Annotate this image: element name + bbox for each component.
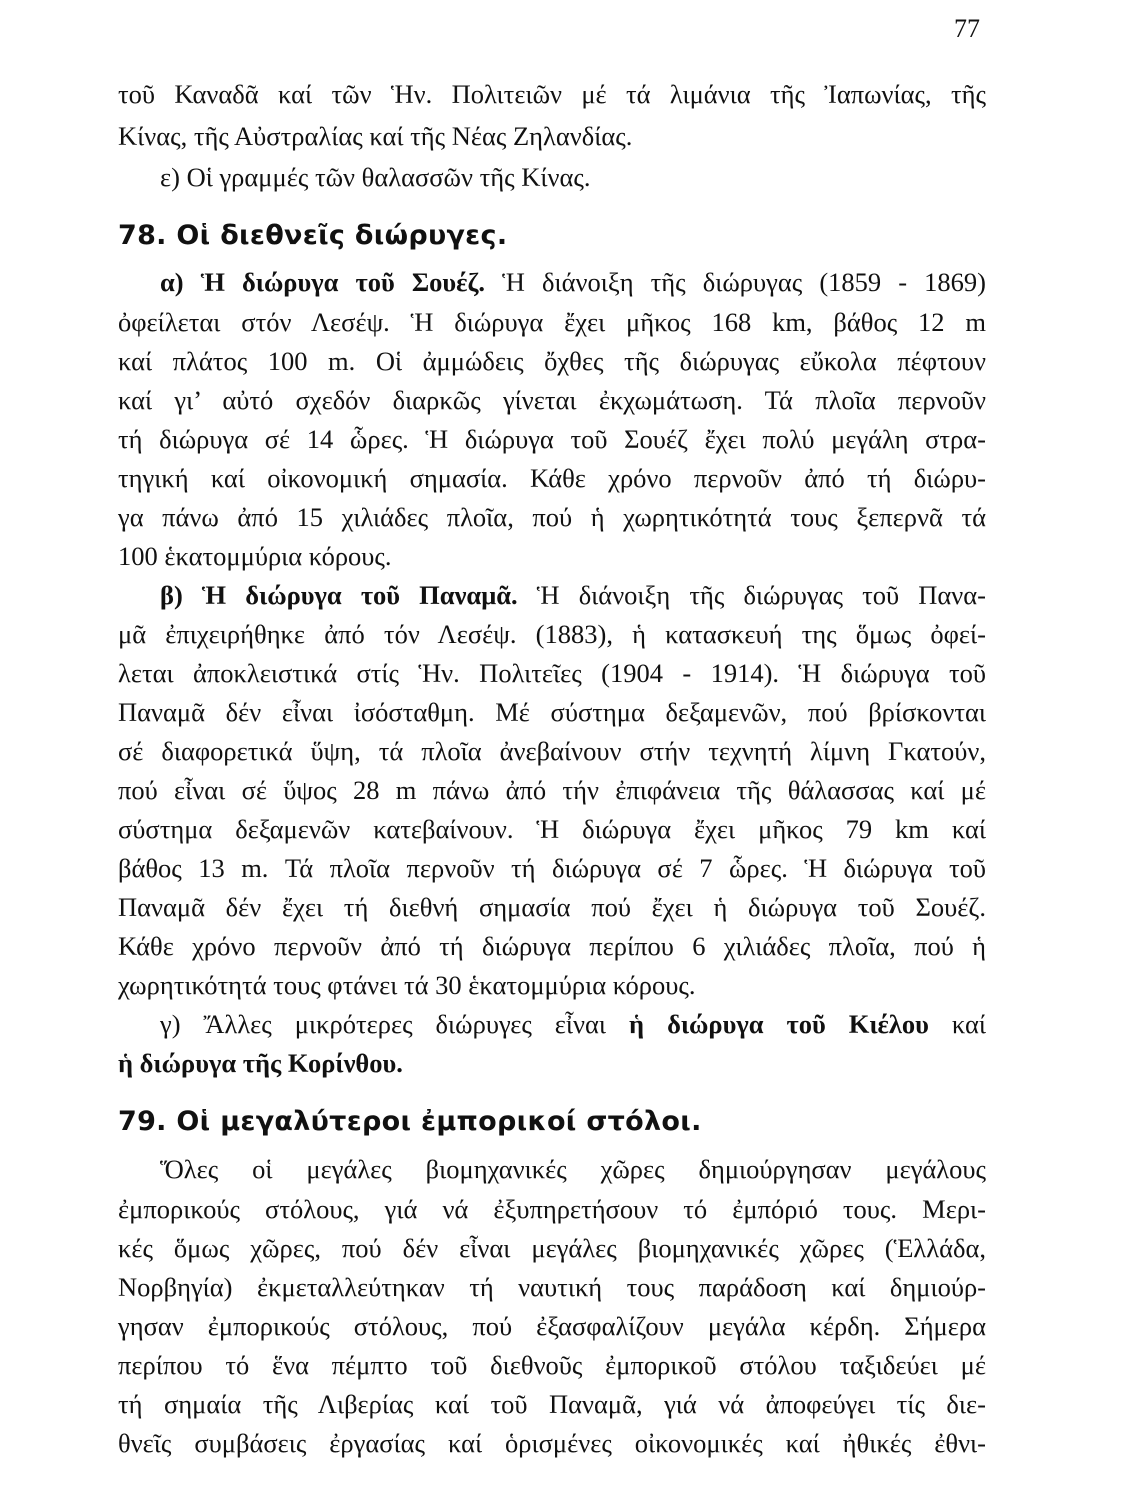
text-line: πού εἶναι σέ ὕψος 28 m πάνω ἀπό τήν ἐπιφάνεια τῆς θάλασσας καί μέ [118,775,986,805]
text-line: γησαν ἐμπορικούς στόλους, πού ἐξασφαλίζουν μεγάλα κέρδη. Σήμερα [118,1311,986,1341]
text-line: τή διώρυγα σέ 14 ὧρες. Ἡ διώρυγα τοῦ Σουέζ ἔχει πολύ μεγάλη στρα- [118,424,986,454]
panama-first-line: β) Ἡ διώρυγα τοῦ Παναμᾶ. Ἡ διάνοιξη τῆς διώρυγας τοῦ Πανα- [160,580,986,610]
suez-label: α) Ἡ διώρυγα τοῦ Σουέζ. [160,267,486,297]
text-line: σύστημα δεξαμενῶν κατεβαίνουν. Ἡ διώρυγα ἔχει μῆκος 79 km καί [118,814,986,844]
text-line: χωρητικότητά τους φτάνει τά 30 ἑκατομμύρια κόρους. [118,970,696,1000]
page-number: 77 [954,14,980,43]
text-line: Παναμᾶ δέν ἔχει τή διεθνή σημασία πού ἔχει ἡ διώρυγα τοῦ Σουέζ. [118,892,986,922]
corinth-canal-line [118,1046,986,1080]
other-canals-line: γ) Ἄλλες μικρότερες διώρυγες εἶναι ἡ διώρυγα τοῦ Κιέλου καί [160,1009,987,1039]
section-heading-79: 79. Οἱ μεγαλύτεροι ἐμπορικοί στόλοι. [118,1106,702,1137]
text-line: λεται ἀποκλειστικά στίς Ἡν. Πολιτεῖες (1904 - 1914). Ἡ διώρυγα τοῦ [118,658,986,688]
text-line: Ὅλες οἱ μεγάλες βιομηχανικές χῶρες δημιούργησαν μεγάλους [160,1154,986,1184]
text-line: ἐμπορικούς στόλους, γιά νά ἐξυπηρετήσουν τό ἐμπόριό τους. Μερι- [118,1194,986,1224]
text-line: κές ὅμως χῶρες, πού δέν εἶναι μεγάλες βιομηχανικές χῶρες (Ἑλλάδα, [118,1233,986,1263]
text-line: Κίνας, τῆς Αὐστραλίας καί τῆς Νέας Ζηλανδίας. [118,121,633,151]
text-line: περίπου τό ἕνα πέμπτο τοῦ διεθνοῦς ἐμπορικοῦ στόλου ταξιδεύει μέ [118,1350,986,1380]
list-item-e: ε) Οἱ γραμμές τῶν θαλασσῶν τῆς Κίνας. [160,162,591,192]
text-line: Κάθε χρόνο περνοῦν ἀπό τή διώρυγα περίπου 6 χιλιάδες πλοῖα, πού ἡ [118,931,986,961]
text-line: 100 ἑκατομμύρια κόρους. [118,541,392,571]
suez-first-line: α) Ἡ διώρυγα τοῦ Σουέζ. Ἡ διάνοιξη τῆς διώρυγας (1859 - 1869) [160,267,986,297]
text-line: τοῦ Καναδᾶ καί τῶν Ἡν. Πολιτειῶν μέ τά λιμάνια τῆς Ἰαπωνίας, τῆς [118,79,986,109]
kiel-canal: ἡ διώρυγα τοῦ Κιέλου [629,1009,929,1039]
text-line: σέ διαφορετικά ὕψη, τά πλοῖα ἀνεβαίνουν στήν τεχνητή λίμνη Γκατούν, [118,736,986,766]
text-line: Νορβηγία) ἐκμεταλλεύτηκαν τή ναυτική τους παράδοση καί δημιούρ- [118,1272,986,1302]
text-line: μᾶ ἐπιχειρήθηκε ἀπό τόν Λεσέψ. (1883), ἡ κατασκευή της ὅμως ὀφεί- [118,619,986,649]
text-line: θνεῖς συμβάσεις ἐργασίας καί ὁρισμένες οἰκονομικές καί ἠθικές ἐθνι- [118,1428,986,1458]
text-line: Παναμᾶ δέν εἶναι ἰσόσταθμη. Μέ σύστημα δεξαμενῶν, πού βρίσκονται [118,697,986,727]
text-line: τηγική καί οἰκονομική σημασία. Κάθε χρόνο περνοῦν ἀπό τή διώρυ- [118,463,986,493]
text-line: ὀφείλεται στόν Λεσέψ. Ἡ διώρυγα ἔχει μῆκος 168 km, βάθος 12 m [118,307,986,337]
panama-label: β) Ἡ διώρυγα τοῦ Παναμᾶ. [160,580,518,610]
text-line: καί γι’ αὐτό σχεδόν διαρκῶς γίνεται ἐκχωμάτωση. Τά πλοῖα περνοῦν [118,385,986,415]
text-line: βάθος 13 m. Τά πλοῖα περνοῦν τή διώρυγα σέ 7 ὧρες. Ἡ διώρυγα τοῦ [118,853,986,883]
section-heading-78: 78. Οἱ διεθνεῖς διώρυγες. [118,220,508,251]
text-line: καί πλάτος 100 m. Οἱ ἀμμώδεις ὄχθες τῆς διώρυγας εὔκολα πέφτουν [118,346,986,376]
text-line: γα πάνω ἀπό 15 χιλιάδες πλοῖα, πού ἡ χωρητικότητά τους ξεπερνᾶ τά [118,502,986,532]
text-line: τή σημαία τῆς Λιβερίας καί τοῦ Παναμᾶ, γιά νά ἀποφεύγει τίς διε- [118,1389,986,1419]
corinth-canal: ἡ διώρυγα τῆς Κορίνθου. [118,1048,403,1078]
